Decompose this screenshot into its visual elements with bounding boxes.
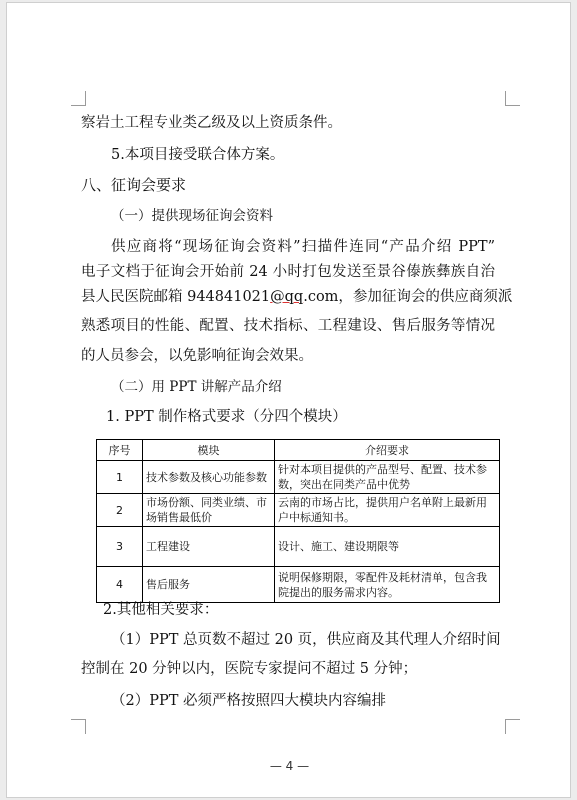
document-page: [6, 2, 571, 798]
paragraph-1-line-1: 供应商将“现场征询会资料”扫描件连同“产品介绍 PPT”: [111, 239, 495, 255]
requirement-2-item-1-line-1: （1）PPT 总页数不超过 20 页，供应商及其代理人介绍时间: [111, 632, 501, 648]
item-5-text: 5.本项目接受联合体方案。: [111, 147, 285, 163]
corner-mark-bottom-left: [71, 719, 86, 734]
row-description: 针对本项目提供的产品型号、配置、技术参数，突出在同类产品中优势: [275, 461, 500, 494]
requirement-2-item-2: （2）PPT 必须严格按照四大模块内容编排: [111, 693, 387, 709]
page-number: — 4 —: [269, 759, 310, 773]
requirement-2-title: 2.其他相关要求：: [103, 602, 219, 618]
paragraph-1-line-4: 熟悉项目的性能、配置、技术指标、工程建设、售后服务等情况: [81, 318, 495, 334]
row-module: 市场份额、同类业绩、市场销售最低价: [143, 494, 275, 527]
requirement-2-item-1-line-2: 控制在 20 分钟以内，医院专家提问不超过 5 分钟；: [81, 661, 418, 677]
section-8-heading: 八、征询会要求: [81, 176, 187, 194]
header-number: 序号: [97, 440, 143, 461]
paragraph-1-line-3: [81, 287, 512, 307]
table-row: [97, 567, 500, 603]
row-number: 2: [97, 494, 143, 527]
row-number: 4: [97, 567, 143, 603]
header-module: 模块: [143, 440, 275, 461]
email-prefix-text: 县人民医院邮箱 944841021: [81, 289, 271, 305]
ppt-format-table: [96, 439, 500, 603]
requirement-1-title: 1. PPT 制作格式要求（分四个模块）: [106, 409, 347, 425]
paragraph-1-line-5: 的人员参会，以免影响征询会效果。: [81, 348, 313, 364]
table-row: [97, 527, 500, 567]
table-header-row: [97, 440, 500, 461]
row-description: 设计、施工、建设期限等: [275, 527, 500, 567]
email-link[interactable]: @qq: [270, 289, 304, 305]
corner-mark-top-right: [505, 91, 520, 106]
continued-text-line: 察岩土工程专业类乙级及以上资质条件。: [81, 115, 342, 131]
row-description: 说明保修期限，零配件及耗材清单，包含我院提出的服务需求内容。: [275, 567, 500, 603]
row-module: 售后服务: [143, 567, 275, 603]
row-number: 1: [97, 461, 143, 494]
subsection-1-heading: （一）提供现场征询会资料: [111, 208, 273, 224]
paragraph-1-line-2: 电子文档于征询会开始前 24 小时打包发送至景谷傣族彝族自治: [81, 264, 495, 280]
corner-mark-bottom-right: [505, 719, 520, 734]
row-description: 云南的市场占比，提供用户名单附上最新用户中标通知书。: [275, 494, 500, 527]
table-row: [97, 461, 500, 494]
header-description: 介绍要求: [275, 440, 500, 461]
subsection-2-heading: （二）用 PPT 讲解产品介绍: [111, 379, 282, 395]
row-module: 技术参数及核心功能参数: [143, 461, 275, 494]
corner-mark-top-left: [71, 91, 86, 106]
row-number: 3: [97, 527, 143, 567]
table-row: [97, 494, 500, 527]
email-suffix-text: .com，参加征询会的供应商须派: [303, 289, 513, 305]
row-module: 工程建设: [143, 527, 275, 567]
